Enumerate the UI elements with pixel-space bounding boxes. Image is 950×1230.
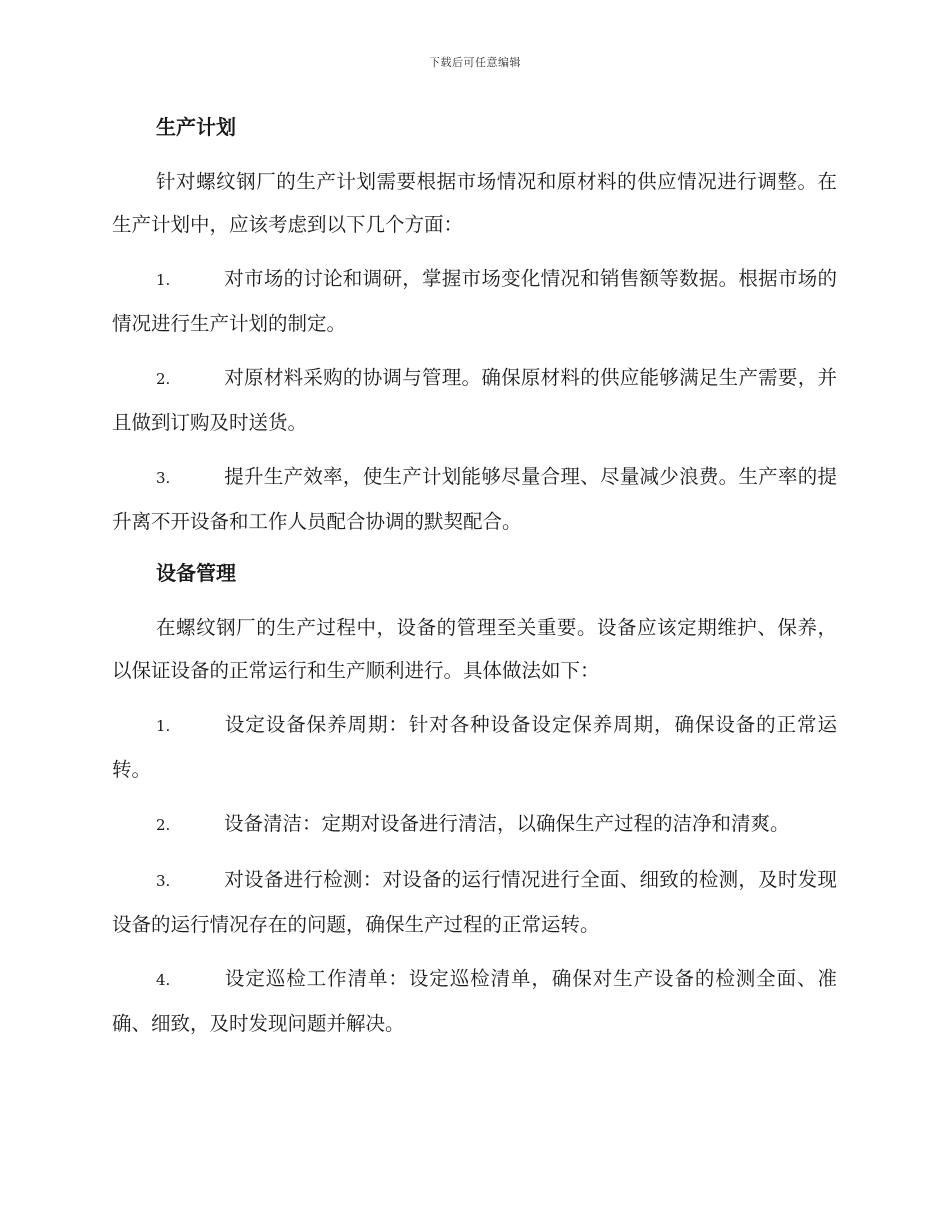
list-item bbox=[112, 455, 837, 543]
list-item-text: 对市场的讨论和调研，掌握市场变化情况和销售额等数据。根据市场的情况进行生产计划的制定。 bbox=[112, 267, 837, 335]
list-item bbox=[112, 703, 837, 791]
list-item-number: 2. bbox=[156, 370, 171, 388]
list-item bbox=[112, 957, 837, 1045]
document-body bbox=[112, 108, 837, 1045]
list-item-number: 1. bbox=[156, 717, 171, 735]
list-item bbox=[112, 356, 837, 444]
list-item bbox=[112, 858, 837, 946]
list-item-text: 对原材料采购的协调与管理。确保原材料的供应能够满足生产需要，并且做到订购及时送货。 bbox=[112, 366, 837, 434]
list-item-text: 对设备进行检测：对设备的运行情况进行全面、细致的检测，及时发现设备的运行情况存在的问题，确保生产过程的正常运转。 bbox=[112, 868, 837, 936]
list-item-number: 1. bbox=[156, 271, 171, 289]
list-item-text: 设定巡检工作清单：设定巡检清单，确保对生产设备的检测全面、准确、细致，及时发现问题并解决。 bbox=[112, 967, 837, 1035]
list-item bbox=[112, 257, 837, 345]
section-intro-paragraph: 在螺纹钢厂的生产过程中，设备的管理至关重要。设备应该定期维护、保养，以保证设备的正常运行和生产顺利进行。具体做法如下： bbox=[112, 616, 837, 682]
section-heading-production-plan: 生产计划 bbox=[156, 115, 236, 139]
list-item-text: 设定设备保养周期：针对各种设备设定保养周期，确保设备的正常运转。 bbox=[112, 713, 837, 781]
list-item-text: 提升生产效率，使生产计划能够尽量合理、尽量减少浪费。生产率的提升离不开设备和工作人员配合协调的默契配合。 bbox=[112, 465, 837, 533]
page-header: 下载后可任意编辑 bbox=[429, 56, 521, 69]
list-item-number: 3. bbox=[156, 872, 171, 890]
list-item bbox=[112, 802, 837, 847]
section-heading-equipment-management: 设备管理 bbox=[156, 561, 236, 585]
list-item-number: 3. bbox=[156, 469, 171, 487]
list-item-number: 2. bbox=[156, 816, 171, 834]
list-item-text: 设备清洁：定期对设备进行清洁，以确保生产过程的洁净和清爽。 bbox=[224, 812, 790, 835]
section-intro-paragraph: 针对螺纹钢厂的生产计划需要根据市场情况和原材料的供应情况进行调整。在生产计划中，应该考虑到以下几个方面： bbox=[112, 170, 837, 236]
list-item-number: 4. bbox=[156, 971, 171, 989]
